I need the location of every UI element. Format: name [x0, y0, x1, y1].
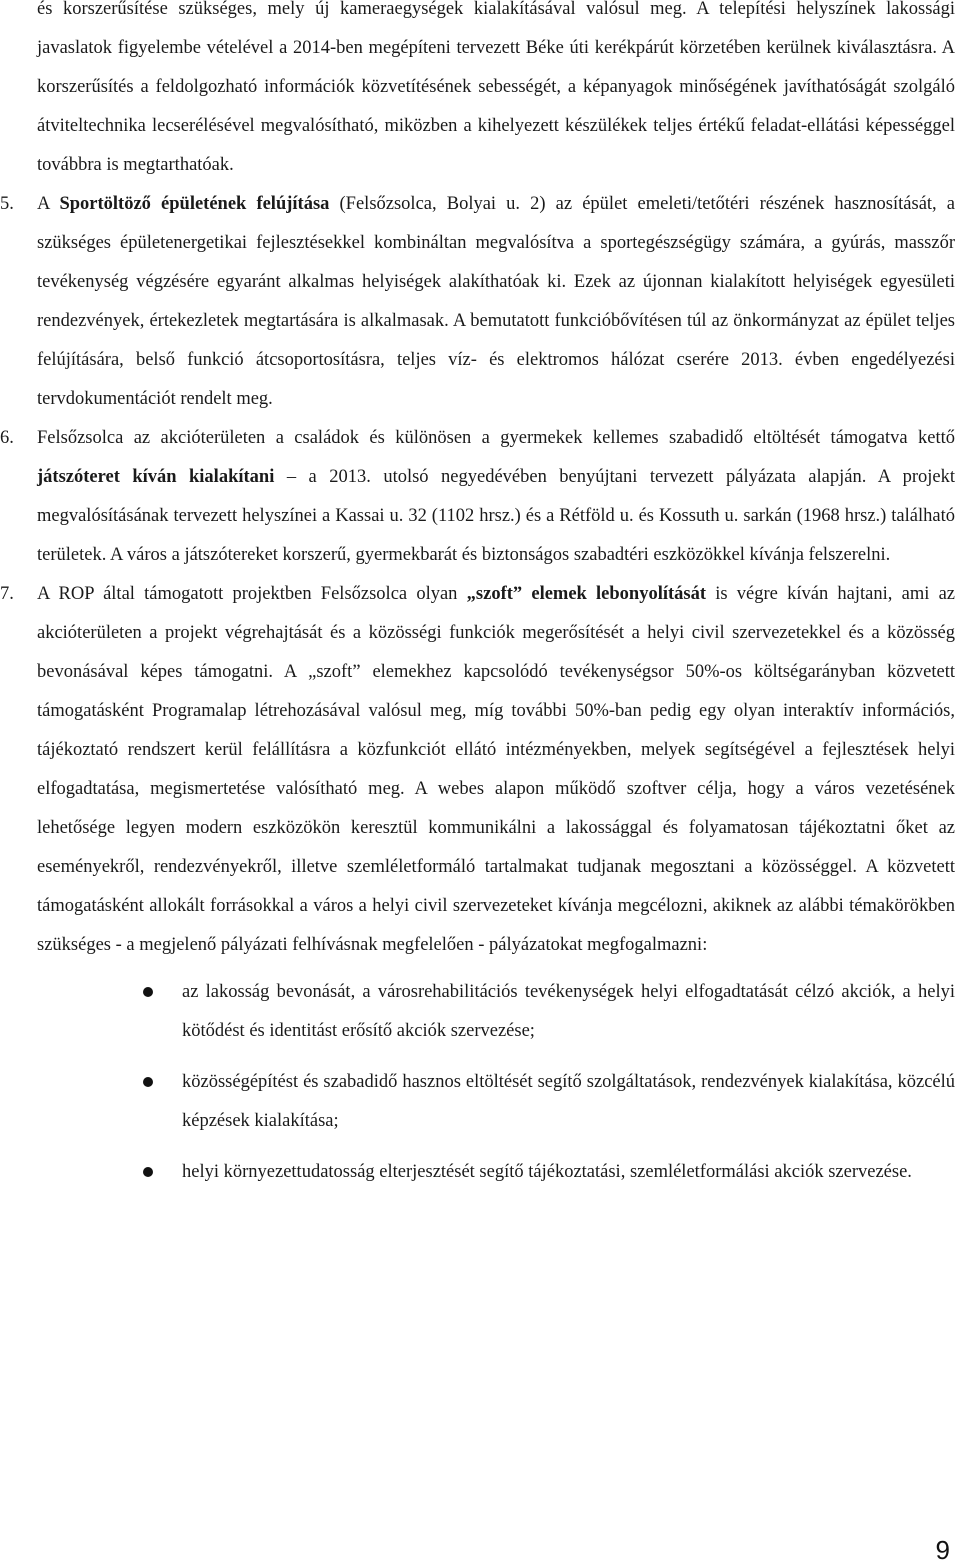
- bullet-dot-icon: [143, 1077, 153, 1087]
- item-bold-heading: Sportöltöző épületének felújítása: [59, 194, 330, 214]
- bullet-item: [0, 1063, 960, 1141]
- item-number: 7.: [0, 584, 14, 604]
- bullet-item: [0, 973, 960, 1051]
- bullet-text: az lakosság bevonását, a városrehabilitációs tevékenységek helyi elfogadtatását célzó akciók, a helyi kötődést és identitást erősítő akciók szervezése;: [182, 982, 955, 1041]
- item-lead: A: [37, 194, 60, 214]
- item-bold-heading: játszóteret kíván kialakítani: [37, 467, 275, 487]
- item-text: (Felsőzsolca, Bolyai u. 2) az épület emeleti/tetőtéri részének hasznosítását, a szükséges épületenergetikai fejlesztésekkel kombináltan megvalósítva a sportegészségügy számára, a gyúrás, masszőr tevékenység végzésére egyaránt alkalmas helyiségek alakíthatóak ki. Ezek az újonnan kialakított helyiségek egyesületi rendezvények, értekezletek megtartására is alkalmasak. A bemutatott funkcióbővítésen túl az önkormányzat az épület teljes felújítására, belső funkció átcsoportosításra, teljes víz- és elektromos hálózat cserére 2013. évben engedélyezési tervdokumentációt rendelt meg.: [37, 194, 955, 409]
- bullet-dot-icon: [143, 1167, 153, 1177]
- item-number: 5.: [0, 194, 14, 214]
- item-lead: Felsőzsolca az akcióterületen a családok és különösen a gyermekek kellemes szabadidő eltöltését támogatva kettő: [37, 428, 955, 448]
- item-text: is végre kíván hajtani, ami az akcióterületen a projekt végrehajtását és a közösségi funkciók megerősítését a helyi civil szervezetekkel és a közösség bevonásával képes támogatni. A „szoft” elemekhez kapcsolódó tevékenységsor 50%-os költségarányban közvetett támogatásként Programalap létrehozásával valósul meg, míg további 50%-ban pedig egy olyan interaktív információs, tájékoztató rendszert kerül felállításra a közfunkciót ellátó intézményekben, melyek segítségével a fejlesztések helyi elfogadtatása, megismertetése valósítható meg. A webes alapon működő szoftver célja, hogy a város vezetésének lehetősége legyen modern eszközökön keresztül kommunikálni a lakossággal és folyamatosan tájékoztatni őket az eseményekről, rendezvényekről, illetve szemléletformáló tartalmakat tudjanak megosztani a közösséggel. A közvetett támogatásként allokált forrásokkal a város a helyi civil szervezeteket kívánja megcélozni, akiknek az alábbi témakörökben szükséges - a megjelenő pályázati felhívásnak megfelelően - pályázatokat megfogalmazni:: [37, 584, 955, 955]
- item-number: 6.: [0, 428, 14, 448]
- page-number: 9: [935, 1535, 950, 1565]
- bullet-text: közösségépítést és szabadidő hasznos eltöltését segítő szolgáltatások, rendezvények kialakítása, közcélú képzések kialakítása;: [182, 1072, 955, 1131]
- bullet-list: [0, 973, 960, 1192]
- bullet-item: [0, 1153, 960, 1192]
- bullet-dot-icon: [143, 987, 153, 997]
- item-lead: A ROP által támogatott projektben Felsőzsolca olyan: [37, 584, 467, 604]
- list-item-6: [0, 419, 960, 575]
- item-text: – a 2013. utolsó negyedévében benyújtani tervezett pályázata alapján. A projekt megvalósításának tervezett helyszínei a Kassai u. 32 (1102 hrsz.) és a Rétföld u. és Kossuth u. sarkán (1968 hrsz.) található területek. A város a játszótereket korszerű, gyermekbarát és biztonságos szabadtéri eszközökkel kívánja felszerelni.: [37, 467, 955, 565]
- list-item-5: [0, 185, 960, 419]
- bullet-text: helyi környezettudatosság elterjesztését segítő tájékoztatási, szemléletformálási akciók szervezése.: [182, 1162, 912, 1182]
- list-item-7: [0, 575, 960, 965]
- paragraph-4-continuation: [0, 0, 960, 185]
- paragraph-text: és korszerűsítése szükséges, mely új kameraegységek kialakításával valósul meg. A telepítési helyszínek lakossági javaslatok figyelembe vételével a 2014-ben megépíteni tervezett Béke úti kerékpárút körzetében kerülnek kiválasztásra. A korszerűsítés a feldolgozható információk közvetítésének sebességét, a képanyagok minőségének javíthatóságát szolgáló átviteltechnika lecserélésével megvalósítható, miközben a kihelyezett készülékek teljes értékű feladat-ellátási képességgel továbbra is megtarthatóak.: [37, 0, 955, 175]
- item-bold-heading: „szoft” elemek lebonyolítását: [466, 584, 707, 604]
